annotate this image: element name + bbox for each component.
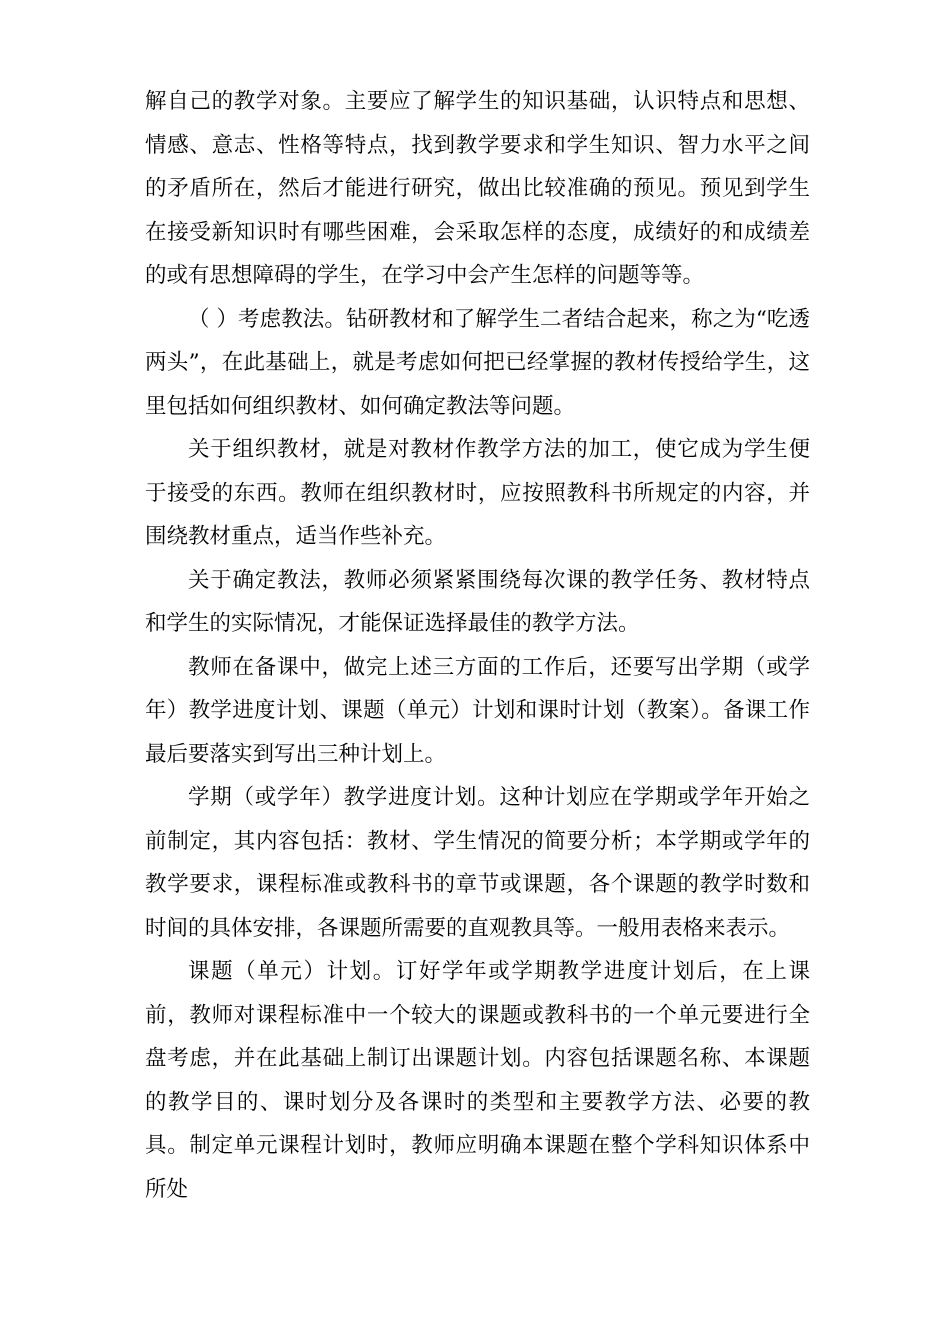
paragraph-4: 关于确定教法，教师必须紧紧围绕每次课的教学任务、教材特点和学生的实际情况，才能保证选择最佳的教学方法。 bbox=[145, 567, 810, 636]
paragraph-1: 解自己的教学对象。主要应了解学生的知识基础，认识特点和思想、情感、意志、性格等特点，找到教学要求和学生知识、智力水平之间的矛盾所在，然后才能进行研究，做出比较准确的预见。预见到学生在接受新知识时有哪些困难，会采取怎样的态度，成绩好的和成绩差的或有思想障碍的学生，在学习中会产生怎样的问题等等。 bbox=[145, 89, 810, 288]
paragraph-5: 教师在备课中，做完上述三方面的工作后，还要写出学期（或学年）教学进度计划、课题（单元）计划和课时计划（教案）。备课工作最后要落实到写出三种计划上。 bbox=[145, 654, 810, 767]
paragraph-3: 关于组织教材，就是对教材作教学方法的加工，使它成为学生便于接受的东西。教师在组织教材时，应按照教科书所规定的内容，并围绕教材重点，适当作些补充。 bbox=[145, 437, 810, 549]
paragraph-7: 课题（单元）计划。订好学年或学期教学进度计划后，在上课前，教师对课程标准中一个较大的课题或教科书的一个单元要进行全盘考虑，并在此基础上制订出课题计划。内容包括课题名称、本课题的教学目的、课时划分及各课时的类型和主要教学方法、必要的教具。制定单元课程计划时，教师应明确本课题在整个学科知识体系中所处 bbox=[145, 959, 810, 1202]
paragraph-2: （ ）考虑教法。钻研教材和了解学生二者结合起来，称之为“吃透两头”，在此基础上，就是考虑如何把已经掌握的教材传授给学生，这里包括如何组织教材、如何确定教法等问题。 bbox=[145, 306, 810, 419]
paragraph-6: 学期（或学年）教学进度计划。这种计划应在学期或学年开始之前制定，其内容包括：教材、学生情况的简要分析；本学期或学年的教学要求，课程标准或教科书的章节或课题，各个课题的教学时数和时间的具体安排，各课题所需要的直观教具等。一般用表格来表示。 bbox=[145, 785, 810, 941]
document-page bbox=[145, 80, 810, 1211]
